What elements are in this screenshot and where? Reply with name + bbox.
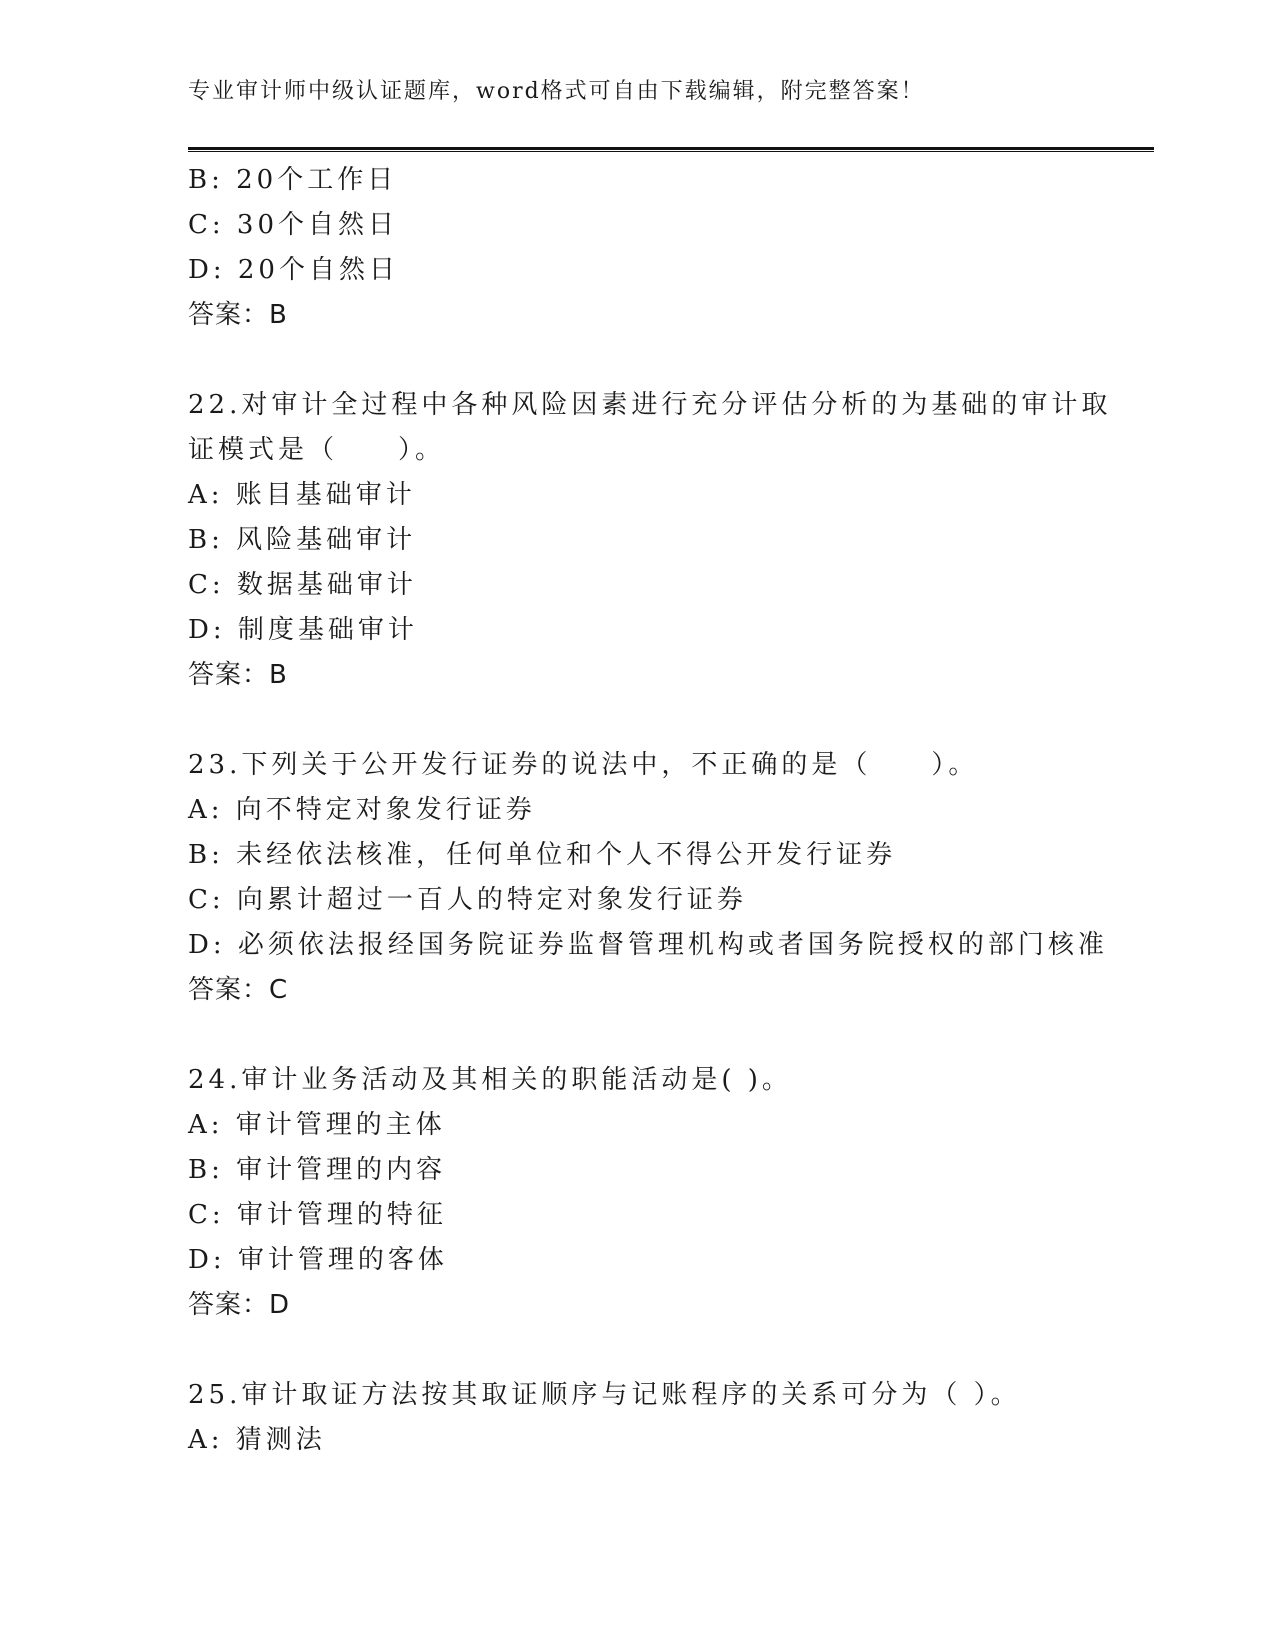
option-line: C: 向累计超过一百人的特定对象发行证券 xyxy=(188,885,747,915)
option-line: C: 数据基础审计 xyxy=(188,570,417,600)
question-stem: 22.对审计全过程中各种风险因素进行充分评估分析的为基础的审计取 xyxy=(188,390,1112,420)
question-stem: 证模式是（ ）。 xyxy=(188,435,446,465)
option-line: A: 猜测法 xyxy=(188,1425,326,1455)
option-line: C: 30个自然日 xyxy=(188,210,399,240)
option-line: C: 审计管理的特征 xyxy=(188,1200,447,1230)
option-line: D: 制度基础审计 xyxy=(188,615,418,645)
question-content xyxy=(188,158,1154,1463)
option-line: D: 审计管理的客体 xyxy=(188,1245,448,1275)
option-line: B: 风险基础审计 xyxy=(188,525,417,555)
option-line: D: 必须依法报经国务院证券监督管理机构或者国务院授权的部门核准 xyxy=(188,930,1108,960)
option-line: A: 向不特定对象发行证券 xyxy=(188,795,536,825)
option-line: B: 未经依法核准，任何单位和个人不得公开发行证券 xyxy=(188,840,897,870)
option-line: B: 审计管理的内容 xyxy=(188,1155,447,1185)
answer-line: 答案：C xyxy=(188,975,289,1005)
option-line: D: 20个自然日 xyxy=(188,255,399,285)
header-divider xyxy=(188,147,1154,152)
question-stem: 23.下列关于公开发行证券的说法中，不正确的是（ ）。 xyxy=(188,750,979,780)
answer-line: 答案：D xyxy=(188,1290,291,1320)
answer-line: 答案：B xyxy=(188,300,288,330)
option-line: B: 20个工作日 xyxy=(188,165,398,195)
answer-line: 答案：B xyxy=(188,660,288,690)
option-line: A: 账目基础审计 xyxy=(188,480,416,510)
question-stem: 24.审计业务活动及其相关的职能活动是( )。 xyxy=(188,1065,792,1095)
question-stem: 25.审计取证方法按其取证顺序与记账程序的关系可分为（ ）。 xyxy=(188,1380,1021,1410)
page-header: 专业审计师中级认证题库，word格式可自由下载编辑，附完整答案！ xyxy=(188,79,925,104)
option-line: A: 审计管理的主体 xyxy=(188,1110,446,1140)
